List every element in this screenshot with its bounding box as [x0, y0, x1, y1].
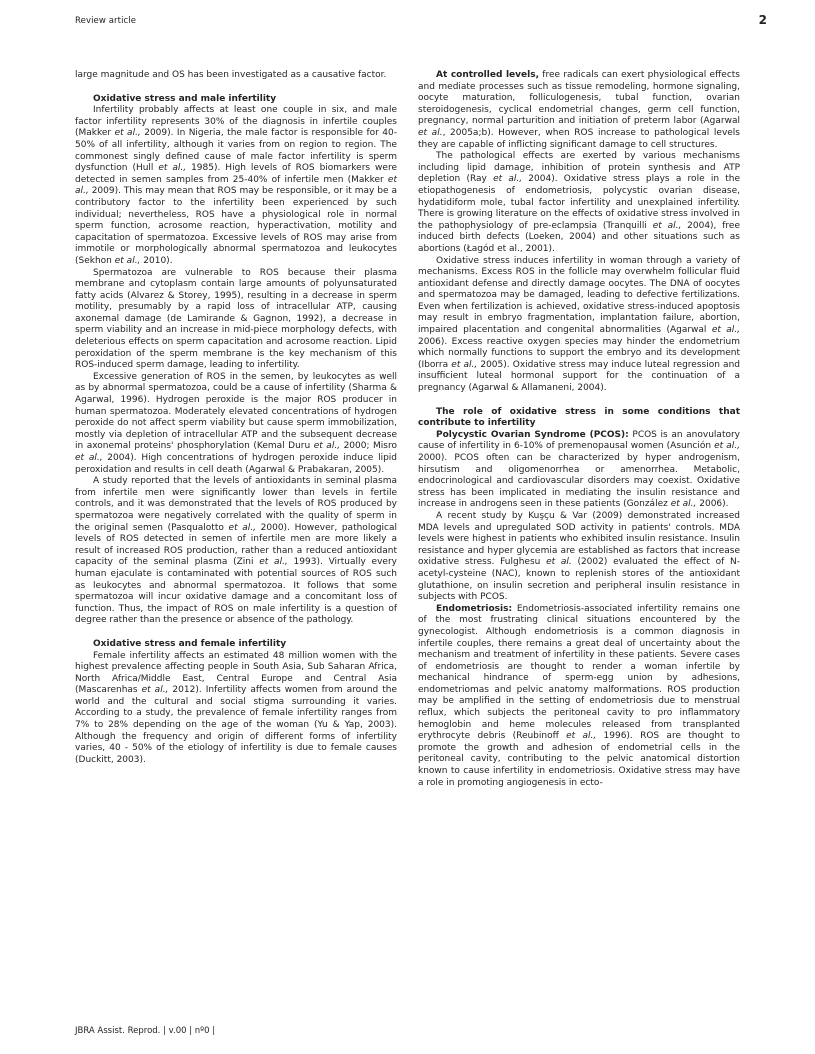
- paragraph-endometriosis: Endometriosis: Endometriosis-associated infertility remains one of the most frustrating clinical situations encountered by the gynecologist. Although endometriosis is a common diagnosis in infertile couples, there remains a great deal of uncertainty about the mechanism and treatment of infertility in these patients. Severe cases of endometriosis are thought to render a woman infertile by mechanical hindrance of sperm-egg union by adhesions, endometriomas and pelvic anatomy malformations. ROS production may be amplified in the setting of endometriosis due to menstrual reflux, which subjects the peritoneal cavity to pro inflammatory hemoglobin and heme molecules released from transplanted erythrocyte debris (Reubinoff et al., 1996). ROS are thought to promote the growth and adhesion of endometrial cells in the peritoneal cavity, contributing to the pelvic anatomical distortion known to cause infertility in endometriosis. Oxidative stress may have a role in promoting angiogenesis in ecto-: [418, 603, 740, 788]
- article-body: [75, 70, 740, 789]
- paragraph: Spermatozoa are vulnerable to ROS because their plasma membrane and cytoplasm contain large amounts of polyunsaturated fatty acids (Alvarez & Storey, 1995), resulting in a decrease in sperm motility, presumably by a rapid loss of intracellular ATP, causing axonemal damage (de Lamirande & Gagnon, 1992), a decrease in sperm viability and an increase in mid-piece morphology defects, with deleterious effects on sperm capacitation and acrosome reaction. Lipid peroxidation of the sperm membrane is the key mechanism of this ROS-induced sperm damage, leading to infertility.: [75, 267, 397, 371]
- page-footer: [75, 1026, 215, 1036]
- paragraph: A recent study by Kuşçu & Var (2009) demonstrated increased MDA levels and upregulated SOD activity in patients' controls. MDA levels were highest in patients who exhibited insulin resistance. Insulin resistance and hyper glycemia are established as factors that increase oxidative stress. Fulghesu et al. (2002) evaluated the effect of N-acetyl-cysteine (NAC), known to replenish stores of the antioxidant glutathione, on insulin secretion and peripheral insulin resistance in subjects with PCOS.: [418, 510, 740, 603]
- paragraph: Female infertility affects an estimated 48 million women with the highest prevalence affecting people in South Asia, Sub Saharan Africa, North Africa/Middle East, Central Europe and Central Asia (Mascarenhas et al., 2012). Infertility affects women from around the world and the cultural and social stigma surrounding it varies. According to a study, the prevalence of female infertility ranges from 7% to 28% depending on the age of the woman (Yu & Yap, 2003). Although the frequency and origin of different forms of infertility varies, 40 - 50% of the etiology of infertility is due to female causes (Duckitt, 2003).: [75, 650, 397, 765]
- section-heading-male-infertility: Oxidative stress and male infertility: [93, 93, 277, 104]
- left-column: [75, 70, 397, 789]
- section-heading-role-of-oxidative-stress: The role of oxidative stress in some conditions that contribute to infertility: [418, 406, 740, 429]
- page-header: [75, 13, 767, 27]
- paragraph-continuation: large magnitude and OS has been investigated as a causative factor.: [75, 70, 387, 80]
- paragraph: The pathological effects are exerted by various mechanisms including lipid damage, inhibition of protein synthesis and ATP depletion (Ray et al., 2004). Oxidative stress plays a role in the etiopathogenesis of endometriosis, polycystic ovarian disease, hydatidiform mole, tubal factor infertility and unexplained infertility. There is growing literature on the effects of oxidative stress involved in the pathophysiology of pre-eclampsia (Tranquilli et al., 2004), free induced birth defects (Loeken, 2004) and other situations such as abortions (Łagód et al., 2001).: [418, 151, 740, 254]
- paragraph: Excessive generation of ROS in the semen, by leukocytes as well as by abnormal spermatozoa, could be a cause of infertility (Sharma & Agarwal, 1996). Hydrogen peroxide is the major ROS producer in human spermatozoa. Moderately elevated concentrations of hydrogen peroxide do not affect sperm viability but cause sperm immobilization, mostly via depletion of intracellular ATP and the subsequent decrease in axonemal proteins' phosphorylation (Kemal Duru et al., 2000; Misro et al., 2004). High concentrations of hydrogen peroxide induce lipid peroxidation and results in cell death (Agarwal & Prabakaran, 2005).: [75, 371, 398, 475]
- paragraph: Infertility probably affects at least one couple in six, and male factor infertility represents 30% of the diagnosis in infertile couples (Makker et al., 2009). In Nigeria, the male factor is responsible for 40-50% of all infertility, although it varies from on region to region. The commonest singly defined cause of male factor infertility is sperm dysfunction (Hull et al., 1985). High levels of ROS biomarkers were detected in semen samples from 25-40% of infertile men (Makker et al., 2009). This may mean that ROS may be responsible, or it may be a contributory factor to the infertility been experienced by such individual; nevertheless, ROS have a physiological role in normal sperm function, acrosome reaction, hyperactivation, motility and capacitation of spermatozoa. Excessive levels of ROS may arise from immotile or morphologically abnormal spermatozoa and leukocytes (Sekhon et al., 2010).: [75, 105, 397, 266]
- right-column: [418, 70, 740, 789]
- paragraph: Oxidative stress induces infertility in woman through a variety of mechanisms. Excess ROS in the follicle may overwhelm follicular fluid antioxidant defense and directly damage oocytes. The DNA of oocytes and spermatozoa may be damaged, leading to defective fertilizations. Even when fertilization is achieved, oxidative stress-induced apoptosis may result in embryo fragmentation, implantation failure, abortion, impaired placentation and congenital abnormalities (Agarwal et al., 2006). Excess reactive oxygen species may hinder the endometrium which normally functions to support the embryo and its development (Iborra et al., 2005). Oxidative stress may induce luteal regression and insufficient luteal hormonal support for the continuation of a pregnancy (Agarwal & Allamaneni, 2004).: [418, 255, 740, 394]
- section-heading-female-infertility: Oxidative stress and female infertility: [93, 638, 287, 649]
- page-number: 2: [758, 13, 767, 27]
- paragraph: At controlled levels, free radicals can exert physiological effects and mediate processes such as tissue remodeling, hormone signaling, oocyte maturation, folliculogenesis, tubal function, ovarian steroidogenesis, cyclical endometrial changes, germ cell function, pregnancy, normal parturition and initiation of preterm labor (Agarwal et al., 2005a;b). However, when ROS increase to pathological levels they are capable of inflicting significant damage to cell structures.: [418, 70, 740, 150]
- paragraph: A study reported that the levels of antioxidants in seminal plasma from infertile men were significantly lower than levels in fertile controls, and it was demonstrated that the levels of ROS produced by spermatozoa were negatively correlated with the quality of sperm in the original semen (Pasqualotto et al., 2000). However, pathological levels of ROS detected in semen of infertile men are more likely a result of increased ROS production, rather than a reduced antioxidant capacity of the seminal plasma (Zini et al., 1993). Virtually every human ejaculate is contaminated with potential sources of ROS such as leukocytes and abnormal spermatozoa. It follows that some spermatozoa will incur oxidative damage and a concomitant loss of function. Thus, the impact of ROS on male infertility is a question of degree rather than the presence or absence of the pathology.: [75, 476, 397, 626]
- journal-footer-line: JBRA Assist. Reprod. | v.00 | nº0 |: [75, 1026, 216, 1036]
- paragraph-pcos: Polycystic Ovarian Syndrome (PCOS): PCOS is an anovulatory cause of infertility in 6-10% of premenopausal women (Asunción et al., 2000). PCOS often can be characterized by hyper androgenism, hirsutism and oligomenorrhea or amenorrhea. Metabolic, endocrinological and cardiovascular disorders may coexist. Oxidative stress has been implicated in mediating the insulin resistance and increase in androgens seen in these patients (González et al., 2006).: [418, 429, 741, 510]
- running-head: Review article: [75, 16, 137, 26]
